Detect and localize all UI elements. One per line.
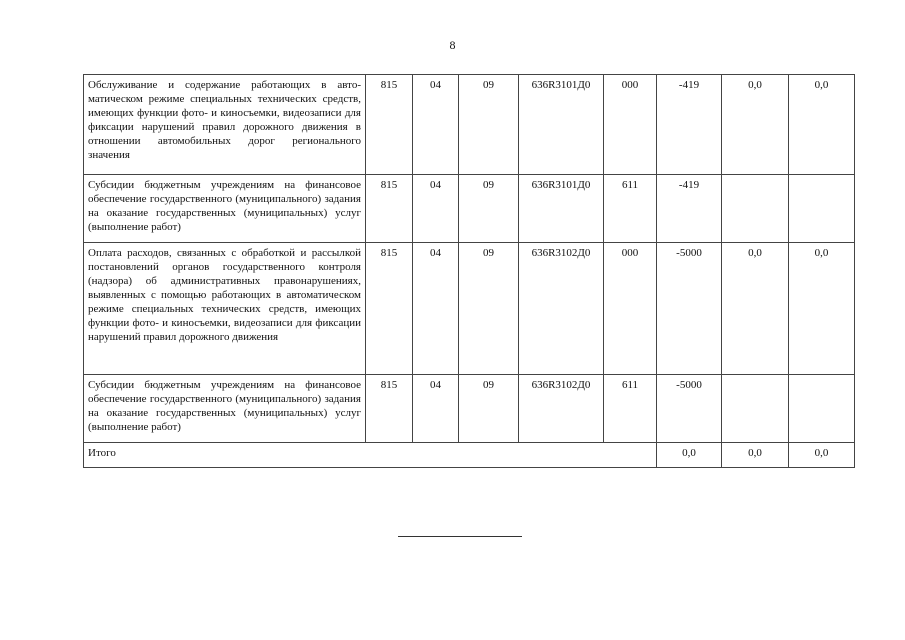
expense-type-code: 000 (604, 75, 657, 175)
row-description: Оплата расходов, связанных с обработкой и рассылкой постановлений органов государственного контроля (надзора) об административных правонарушениях, выявленных с помощью работающих в автоматическом режиме специальных технических средств, имеющих функции фото- и киносъемки, видеозаписи для фиксации нарушений правил дорожного движения (84, 243, 366, 375)
table-row (84, 175, 855, 243)
chief-administrator-code: 815 (366, 243, 413, 375)
row-description: Субсидии бюджетным учреждениям на финансовое обеспечение государственного (муниципального) задания на оказание государственных (муниципальных) услуг (выполнение работ) (84, 175, 366, 243)
chief-administrator-code: 815 (366, 375, 413, 443)
section-code: 04 (413, 243, 459, 375)
amount-year-2 (722, 175, 789, 243)
amount-year-2: 0,0 (722, 243, 789, 375)
section-code: 04 (413, 375, 459, 443)
subsection-code: 09 (459, 175, 519, 243)
subsection-code: 09 (459, 243, 519, 375)
amount-year-1: -5000 (657, 243, 722, 375)
section-code: 04 (413, 75, 459, 175)
row-description: Субсидии бюджетным учреждениям на финансовое обеспечение государственного (муниципального) задания на оказание государственных (муниципальных) услуг (выполнение работ) (84, 375, 366, 443)
target-item-code: 636R3101Д0 (519, 75, 604, 175)
amount-year-3 (789, 375, 855, 443)
total-row (84, 443, 855, 468)
amount-year-2: 0,0 (722, 75, 789, 175)
table-row (84, 75, 855, 175)
amount-year-1: -5000 (657, 375, 722, 443)
chief-administrator-code: 815 (366, 75, 413, 175)
amount-year-3: 0,0 (789, 75, 855, 175)
footer-divider (398, 536, 522, 537)
total-amount-year-2: 0,0 (722, 443, 789, 468)
expense-type-code: 000 (604, 243, 657, 375)
target-item-code: 636R3101Д0 (519, 175, 604, 243)
total-label: Итого (84, 443, 657, 468)
total-amount-year-1: 0,0 (657, 443, 722, 468)
table-row (84, 243, 855, 375)
page-number: 8 (449, 38, 456, 52)
chief-administrator-code: 815 (366, 175, 413, 243)
target-item-code: 636R3102Д0 (519, 375, 604, 443)
amount-year-1: -419 (657, 175, 722, 243)
amount-year-3: 0,0 (789, 243, 855, 375)
target-item-code: 636R3102Д0 (519, 243, 604, 375)
table-row (84, 375, 855, 443)
amount-year-2 (722, 375, 789, 443)
budget-changes-table (83, 74, 855, 468)
expense-type-code: 611 (604, 375, 657, 443)
subsection-code: 09 (459, 375, 519, 443)
expense-type-code: 611 (604, 175, 657, 243)
amount-year-3 (789, 175, 855, 243)
table-body (84, 75, 855, 468)
total-amount-year-3: 0,0 (789, 443, 855, 468)
section-code: 04 (413, 175, 459, 243)
amount-year-1: -419 (657, 75, 722, 175)
row-description: Обслуживание и содержание работающих в автоматическом режиме специальных технических средств, имеющих функции фото- и киносъемки, видеозаписи для фиксации нарушений правил дорожного движения в отношении автомобильных дорог регионального значения (84, 75, 366, 175)
subsection-code: 09 (459, 75, 519, 175)
